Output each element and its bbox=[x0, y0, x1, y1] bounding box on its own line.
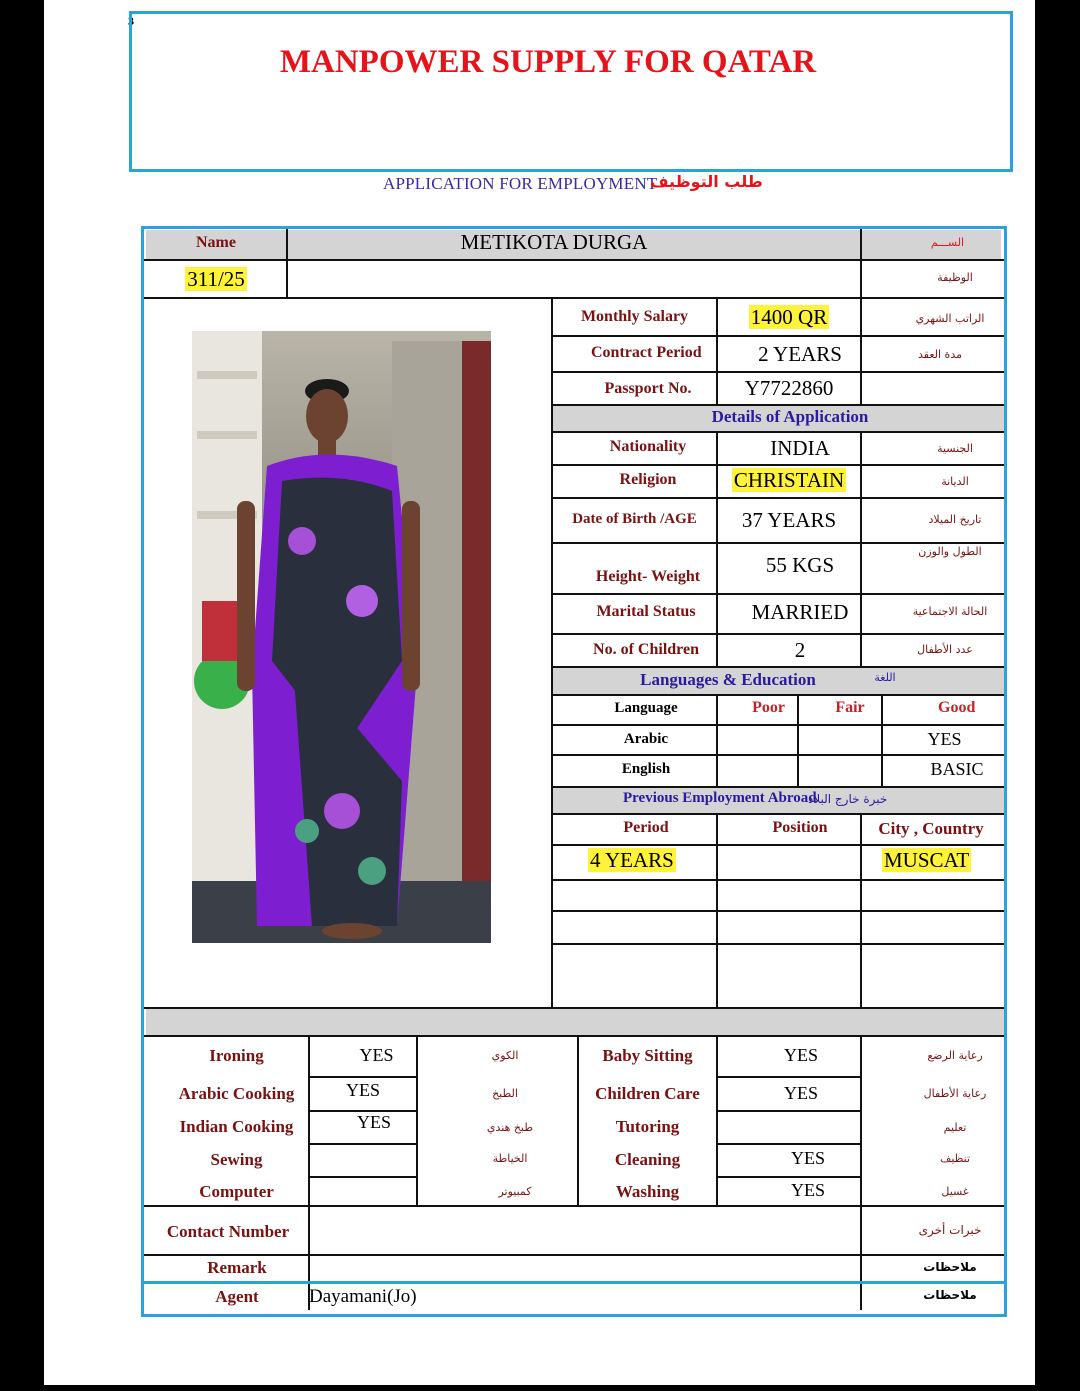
height-weight-value: 55 KGS bbox=[765, 553, 835, 577]
reference-number: 311/25 bbox=[187, 267, 245, 291]
lang-arabic-good: YES bbox=[927, 729, 962, 749]
skills-separator-bg bbox=[146, 1009, 1004, 1035]
contract-period-value: 2 YEARS bbox=[758, 342, 842, 366]
skill-sewing-label: Sewing bbox=[210, 1150, 263, 1169]
religion-value: CHRISTAIN bbox=[733, 468, 845, 492]
agent-arabic: ملاحظات bbox=[923, 1288, 977, 1302]
contact-number-arabic: خبرات أخرى bbox=[918, 1223, 982, 1237]
height-weight-label: Height- Weight bbox=[595, 568, 701, 585]
skill-indian-cooking-value: YES bbox=[356, 1112, 391, 1132]
details-section-title: Details of Application bbox=[711, 407, 869, 426]
skill-tutoring-label: Tutoring bbox=[615, 1117, 680, 1136]
lang-header-poor: Poor bbox=[752, 699, 785, 716]
skill-children-care-arabic: رعاية الأطفال bbox=[923, 1087, 987, 1100]
children-label: No. of Children bbox=[593, 641, 699, 658]
form-subtitle-arabic: طلب التوظيف bbox=[650, 172, 763, 191]
children-value: 2 bbox=[794, 638, 806, 662]
skill-baby-sitting-arabic: رعاية الرضع bbox=[927, 1049, 983, 1062]
nationality-value: INDIA bbox=[770, 436, 830, 460]
languages-section-title: Languages & Education bbox=[640, 670, 816, 689]
skill-cleaning-label: Cleaning bbox=[614, 1150, 681, 1169]
monthly-salary-label: Monthly Salary bbox=[580, 308, 689, 325]
lang-header-fair: Fair bbox=[835, 699, 865, 716]
applicant-photo bbox=[192, 331, 491, 943]
employment-section-title: Previous Employment Abroad bbox=[623, 790, 817, 806]
skill-cleaning-arabic: تنظيف bbox=[939, 1152, 971, 1165]
lang-header-language: Language bbox=[614, 700, 678, 716]
dob-age-label: Date of Birth /AGE bbox=[572, 511, 697, 527]
agent-label: Agent bbox=[215, 1287, 259, 1306]
emp-row-city: MUSCAT bbox=[884, 848, 970, 872]
skill-washing-label: Washing bbox=[615, 1182, 680, 1201]
name-arabic: الســـم bbox=[930, 236, 965, 249]
emp-header-period: Period bbox=[623, 819, 669, 836]
skill-washing-arabic: غسيل bbox=[941, 1185, 969, 1198]
skill-arabic-cooking-value: YES bbox=[345, 1080, 380, 1100]
skill-baby-sitting-value: YES bbox=[783, 1045, 818, 1065]
skill-cleaning-value: YES bbox=[790, 1148, 825, 1168]
languages-section-arabic: اللغة bbox=[874, 671, 896, 684]
contract-period-arabic: مدة العقد bbox=[918, 348, 962, 361]
skill-arabic-cooking-label: Arabic Cooking bbox=[178, 1084, 295, 1103]
remark-arabic: ملاحظات bbox=[923, 1260, 977, 1274]
emp-header-position: Position bbox=[772, 819, 828, 836]
remark-label: Remark bbox=[207, 1258, 267, 1277]
skill-tutoring-arabic: تعليم bbox=[943, 1121, 967, 1134]
marital-status-arabic: الحالة الاجتماعية bbox=[912, 605, 988, 618]
contract-period-label: Contract Period bbox=[591, 344, 702, 361]
religion-label: Religion bbox=[619, 471, 677, 488]
skill-indian-cooking-label: Indian Cooking bbox=[179, 1117, 294, 1136]
religion-arabic: الديانة bbox=[941, 475, 969, 488]
page-title: MANPOWER SUPPLY FOR QATAR bbox=[279, 44, 817, 80]
skill-computer-arabic: كمبيوتر bbox=[498, 1185, 532, 1198]
height-weight-arabic: الطول والوزن bbox=[918, 545, 982, 558]
skill-ironing-arabic: الكوي bbox=[491, 1049, 519, 1062]
passport-label: Passport No. bbox=[604, 380, 692, 397]
applicant-photo-illustration bbox=[192, 331, 491, 943]
dob-age-value: 37 YEARS bbox=[741, 508, 837, 532]
employment-section-arabic: خبرة خارج البلاد bbox=[808, 792, 888, 806]
form-subtitle: APPLICATION FOR EMPLOYMENT bbox=[383, 174, 658, 193]
nationality-arabic: الجنسية bbox=[937, 442, 973, 455]
lang-row-english: English bbox=[621, 761, 671, 777]
emp-header-city: City , Country bbox=[878, 819, 984, 838]
emp-row-period: 4 YEARS bbox=[590, 848, 674, 872]
reference-arabic: الوظيفة bbox=[937, 271, 973, 284]
marital-status-label: Marital Status bbox=[596, 603, 696, 620]
skill-baby-sitting-label: Baby Sitting bbox=[602, 1046, 693, 1065]
skill-arabic-cooking-arabic: الطبخ bbox=[492, 1087, 518, 1100]
skill-children-care-value: YES bbox=[783, 1083, 818, 1103]
contact-number-label: Contact Number bbox=[166, 1222, 290, 1241]
header-box bbox=[129, 11, 1013, 172]
nationality-label: Nationality bbox=[609, 438, 687, 455]
skill-washing-value: YES bbox=[790, 1180, 825, 1200]
skill-children-care-label: Children Care bbox=[595, 1084, 700, 1103]
lang-header-good: Good bbox=[938, 699, 976, 716]
name-value: METIKOTA DURGA bbox=[460, 230, 648, 254]
monthly-salary-arabic: الراتب الشهري bbox=[915, 312, 985, 325]
skill-ironing-value: YES bbox=[359, 1045, 394, 1065]
dob-age-arabic: تاريخ الميلاد bbox=[928, 513, 982, 526]
name-label: Name bbox=[196, 234, 236, 251]
agent-value: Dayamani(Jo) bbox=[309, 1286, 417, 1307]
lang-english-good: BASIC bbox=[930, 759, 984, 779]
skill-computer-label: Computer bbox=[199, 1182, 274, 1201]
lang-row-arabic: Arabic bbox=[623, 731, 669, 747]
children-arabic: عدد الأطفال bbox=[917, 643, 973, 656]
skill-sewing-arabic: الخياطة bbox=[492, 1152, 528, 1165]
marital-status-value: MARRIED bbox=[751, 600, 849, 624]
passport-value: Y7722860 bbox=[744, 376, 834, 400]
page-corner-mark: 3 bbox=[128, 14, 134, 28]
skill-ironing-label: Ironing bbox=[209, 1046, 264, 1065]
monthly-salary-value: 1400 QR bbox=[750, 305, 828, 329]
skill-indian-cooking-arabic: طبخ هندي bbox=[486, 1121, 534, 1134]
